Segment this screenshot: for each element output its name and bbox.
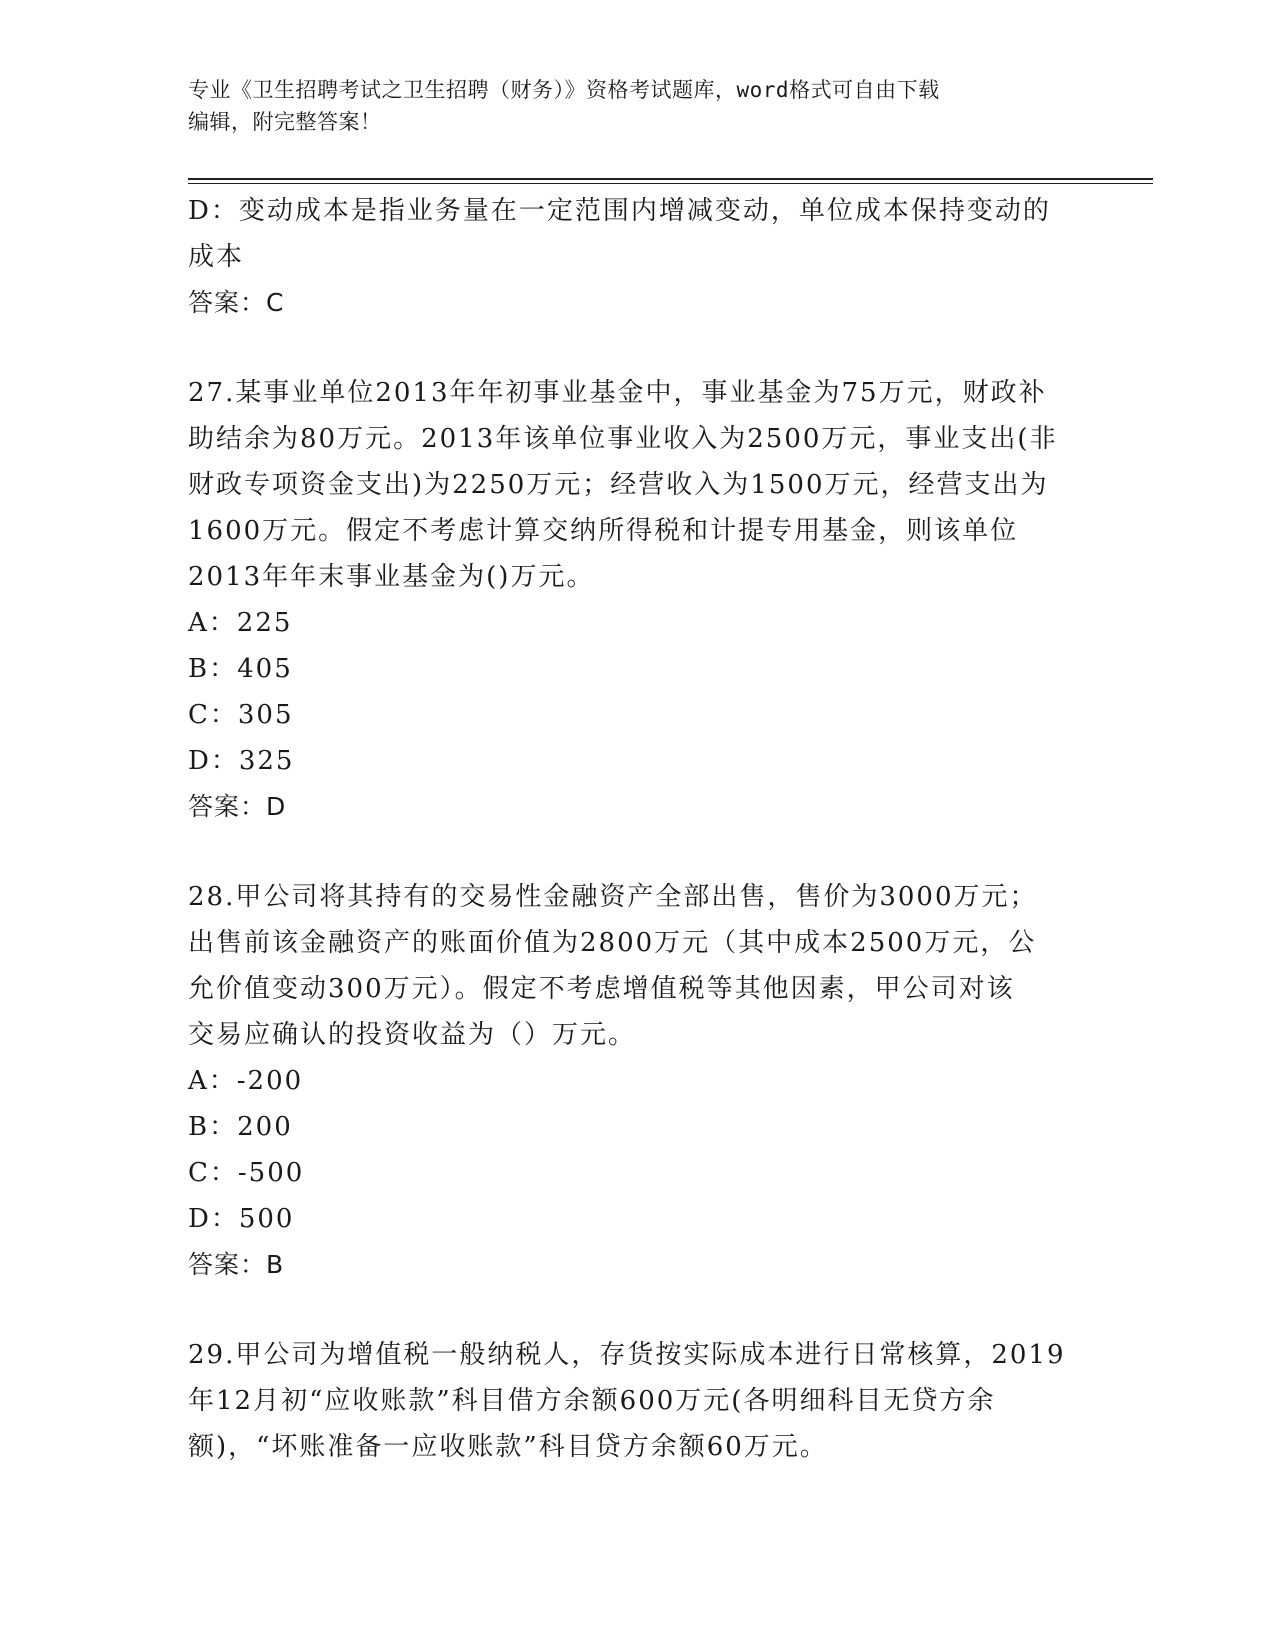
header-line-1: 专业《卫生招聘考试之卫生招聘（财务）》资格考试题库，word格式可自由下载 (188, 78, 940, 102)
spacer (188, 326, 1088, 370)
question-text-line: 年12月初“应收账款”科目借方余额600万元(各明细科目无贷方余 (188, 1386, 996, 1416)
spacer (188, 1288, 1088, 1332)
option-d: D：500 (188, 1204, 295, 1234)
header-divider (188, 178, 1153, 180)
question-text-line: 28.甲公司将其持有的交易性金融资产全部出售，售价为3000万元； (188, 882, 1038, 912)
question-text-line: 29.甲公司为增值税一般纳税人，存货按实际成本进行日常核算，2019 (188, 1340, 1066, 1370)
question-text-line: 额)，“坏账准备一应收账款”科目贷方余额60万元。 (188, 1432, 828, 1462)
question-content (188, 188, 1088, 1470)
option-d: D：变动成本是指业务量在一定范围内增减变动，单位成本保持变动的 (188, 196, 1051, 226)
question-text-line: 财政专项资金支出)为2250万元；经营收入为1500万元，经营支出为 (188, 470, 1049, 500)
option-d-continued: 成本 (188, 242, 245, 272)
page-header (188, 74, 1088, 138)
option-b: B：405 (188, 654, 293, 684)
question-28 (188, 874, 1088, 1288)
answer-line: 答案：C (188, 288, 285, 317)
question-29 (188, 1332, 1088, 1470)
question-text-line: 出售前该金融资产的账面价值为2800万元（其中成本2500万元，公 (188, 928, 1037, 958)
question-text-line: 27.某事业单位2013年年初事业基金中，事业基金为75万元，财政补 (188, 378, 1047, 408)
question-text-line: 交易应确认的投资收益为（）万元。 (188, 1020, 637, 1050)
header-divider-thin (188, 183, 1153, 184)
question-27 (188, 370, 1088, 830)
previous-question-tail (188, 188, 1088, 326)
option-a: A：-200 (188, 1066, 304, 1096)
question-text-line: 2013年年末事业基金为()万元。 (188, 562, 595, 592)
spacer (188, 830, 1088, 874)
question-text-line: 1600万元。假定不考虑计算交纳所得税和计提专用基金，则该单位 (188, 516, 1019, 546)
question-text-line: 助结余为80万元。2013年该单位事业收入为2500万元，事业支出(非 (188, 424, 1058, 454)
answer-line: 答案：D (188, 792, 287, 821)
option-c: C：305 (188, 700, 294, 730)
answer-line: 答案：B (188, 1250, 285, 1279)
option-b: B：200 (188, 1112, 293, 1142)
option-d: D：325 (188, 746, 295, 776)
header-line-2: 编辑，附完整答案！ (188, 110, 382, 134)
option-a: A：225 (188, 608, 293, 638)
question-text-line: 允价值变动300万元）。假定不考虑增值税等其他因素，甲公司对该 (188, 974, 1015, 1004)
option-c: C：-500 (188, 1158, 305, 1188)
